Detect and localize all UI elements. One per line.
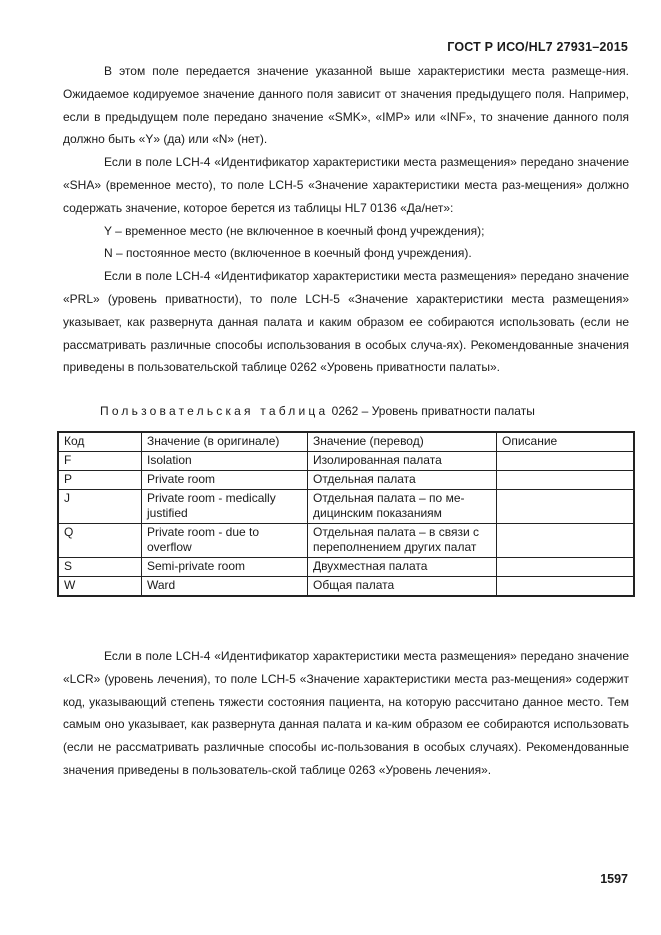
table-header-row	[58, 432, 634, 452]
table-row	[58, 490, 634, 524]
paragraph: Если в поле LCH-4 «Идентификатор характеристики места размещения» передано значение «PRL» (уровень приватности), то поле LCH-5 «Значение характеристики места размещения» указывает, как развернута данная палата и каким образом ее собираются использовать (если не рассматривать различные способы использования в особых случа-ях). Рекомендованные значения приведены в пользовательской таблице 0262 «Уровень приватности палаты».	[63, 269, 629, 375]
column-header: Описание	[497, 432, 635, 452]
page-number: 1597	[600, 872, 628, 886]
table-cell	[497, 490, 635, 524]
table-cell: Isolation	[142, 452, 308, 471]
table-caption-title: 0262 – Уровень приватности палаты	[331, 404, 535, 418]
table-cell: Отдельная палата	[308, 471, 497, 490]
table-caption	[100, 404, 535, 418]
table-cell: Отдельная палата – по ме-дицинским показаниям	[308, 490, 497, 524]
table-cell: Private room	[142, 471, 308, 490]
paragraph: Если в поле LCH-4 «Идентификатор характеристики места размещения» передано значение «LCR» (уровень лечения), то поле LCH-5 «Значение характеристики места раз-мещения» содержит код, указывающий степень тяжести состояния пациента, на которую рассчитано данное место. Тем самым оно указывает, как развернута данная палата и ка-ким образом ее собираются использовать (если не рассматривать различные способы ис-пользования в особых случаях). Рекомендованные значения приведены в пользователь-ской таблице 0263 «Уровень лечения».	[63, 649, 629, 777]
list-item-n: N – постоянное место (включенное в коечный фонд учреждения).	[104, 246, 472, 261]
table-row	[58, 452, 634, 471]
table-cell: Semi-private room	[142, 558, 308, 577]
table-cell: J	[58, 490, 142, 524]
table-cell: Private room - medically justified	[142, 490, 308, 524]
body-text-bottom	[63, 645, 629, 782]
table-row	[58, 577, 634, 597]
table-cell: Private room - due to overflow	[142, 524, 308, 558]
table-cell: Ward	[142, 577, 308, 597]
table-cell: P	[58, 471, 142, 490]
column-header: Код	[58, 432, 142, 452]
table-row	[58, 471, 634, 490]
column-header: Значение (в оригинале)	[142, 432, 308, 452]
table-cell: S	[58, 558, 142, 577]
table-caption-prefix: Пользовательская таблица	[100, 404, 329, 418]
body-text-top	[63, 60, 629, 379]
column-header: Значение (перевод)	[308, 432, 497, 452]
table-cell	[497, 558, 635, 577]
document-id-header: ГОСТ Р ИСО/HL7 27931–2015	[447, 40, 628, 54]
list-item-y: Y – временное место (не включенное в коечный фонд учреждения);	[104, 223, 485, 238]
table-cell: Общая палата	[308, 577, 497, 597]
table-cell: Q	[58, 524, 142, 558]
table-cell: Двухместная палата	[308, 558, 497, 577]
table-cell	[497, 524, 635, 558]
table-cell	[497, 577, 635, 597]
table-cell: Изолированная палата	[308, 452, 497, 471]
table-cell	[497, 452, 635, 471]
table-cell: Отдельная палата – в связи с переполнением других палат	[308, 524, 497, 558]
paragraph: В этом поле передается значение указанной выше характеристики места размеще-ния. Ожидаемое кодируемое значение данного поля зависит от значения предыдущего поля. Например, если в предыдущем поле передано значение «SMK», «IMP» или «INF», то значение данного поля должно быть «Y» (да) или «N» (нет).	[63, 64, 629, 147]
paragraph: Если в поле LCH-4 «Идентификатор характеристики места размещения» передано значение «SHA» (временное место), то поле LCH-5 «Значение характеристики места раз-мещения» должно содержать значение, которое берется из таблицы HL7 0136 «Да/нет»:	[63, 155, 629, 215]
table-cell	[497, 471, 635, 490]
table-cell: W	[58, 577, 142, 597]
privacy-level-table	[57, 431, 635, 597]
table-row	[58, 558, 634, 577]
table-cell: F	[58, 452, 142, 471]
table-row	[58, 524, 634, 558]
